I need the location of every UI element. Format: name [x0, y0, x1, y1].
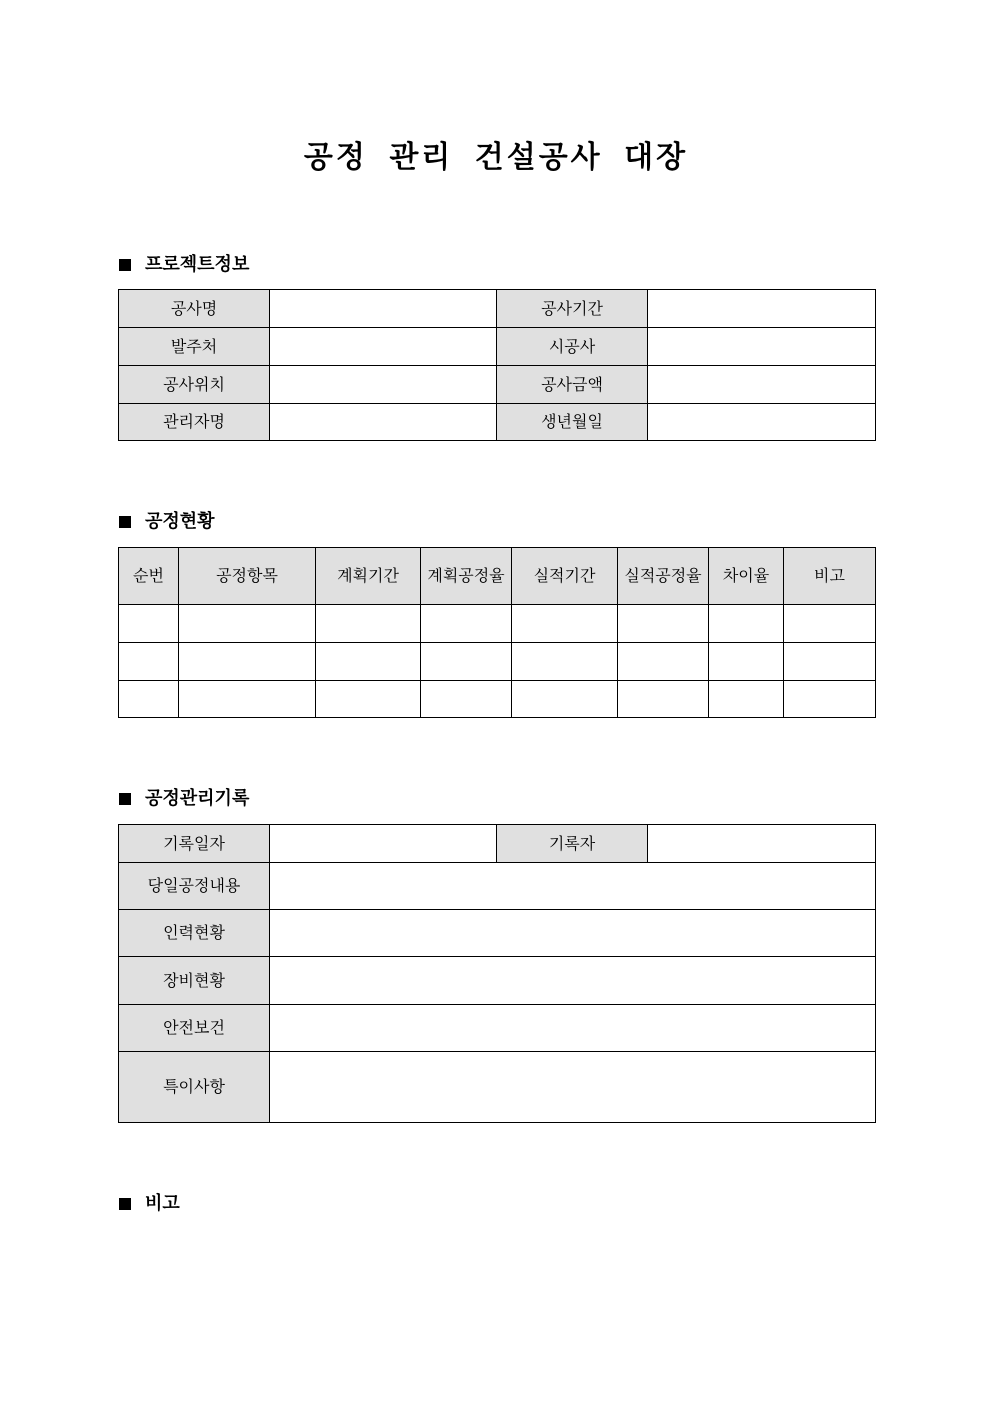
header-planned-rate: 계획공정율: [421, 548, 512, 605]
table-row: [119, 863, 876, 910]
header-difference-rate: 차이율: [709, 548, 784, 605]
header-actual-period: 실적기간: [512, 548, 618, 605]
label-contractor: 시공사: [497, 328, 648, 366]
cell-planned-rate[interactable]: [421, 643, 512, 681]
header-process-item: 공정항목: [179, 548, 316, 605]
label-manager: 관리자명: [119, 404, 270, 441]
field-daily-work[interactable]: [270, 863, 876, 910]
section-heading-label: 공정관리기록: [145, 788, 250, 809]
cell-planned-period[interactable]: [316, 681, 421, 718]
field-manager[interactable]: [270, 404, 497, 441]
label-manpower: 인력현황: [119, 910, 270, 957]
field-amount[interactable]: [648, 366, 876, 404]
label-amount: 공사금액: [497, 366, 648, 404]
cell-actual-period[interactable]: [512, 605, 618, 643]
cell-process-item[interactable]: [179, 643, 316, 681]
cell-process-item[interactable]: [179, 605, 316, 643]
square-bullet-icon: [119, 516, 131, 528]
field-safety-health[interactable]: [270, 1005, 876, 1052]
field-birthdate[interactable]: [648, 404, 876, 441]
management-record-table: [118, 824, 876, 1123]
square-bullet-icon: [119, 1198, 131, 1210]
table-row: [119, 328, 876, 366]
cell-difference-rate[interactable]: [709, 643, 784, 681]
cell-remarks[interactable]: [784, 605, 876, 643]
label-special-notes: 특이사항: [119, 1052, 270, 1123]
cell-planned-rate[interactable]: [421, 605, 512, 643]
header-planned-period: 계획기간: [316, 548, 421, 605]
section-heading-remarks: [119, 1192, 180, 1216]
table-row: [119, 366, 876, 404]
table-row: [119, 404, 876, 441]
label-equipment: 장비현황: [119, 957, 270, 1005]
square-bullet-icon: [119, 259, 131, 271]
label-location: 공사위치: [119, 366, 270, 404]
section-heading-label: 프로젝트정보: [145, 254, 250, 275]
cell-actual-rate[interactable]: [618, 681, 709, 718]
cell-actual-period[interactable]: [512, 681, 618, 718]
cell-sequence[interactable]: [119, 681, 179, 718]
field-client[interactable]: [270, 328, 497, 366]
section-heading-management-record: [119, 787, 249, 811]
field-equipment[interactable]: [270, 957, 876, 1005]
field-record-date[interactable]: [270, 825, 497, 863]
field-contractor[interactable]: [648, 328, 876, 366]
field-special-notes[interactable]: [270, 1052, 876, 1123]
header-sequence: 순번: [119, 548, 179, 605]
cell-actual-rate[interactable]: [618, 643, 709, 681]
cell-actual-rate[interactable]: [618, 605, 709, 643]
table-row: [119, 825, 876, 863]
header-remarks: 비고: [784, 548, 876, 605]
table-row: [119, 910, 876, 957]
table-header-row: [119, 548, 876, 605]
cell-planned-period[interactable]: [316, 605, 421, 643]
field-construction-name[interactable]: [270, 290, 497, 328]
header-actual-rate: 실적공정율: [618, 548, 709, 605]
label-safety-health: 안전보건: [119, 1005, 270, 1052]
table-row: [119, 605, 876, 643]
cell-planned-period[interactable]: [316, 643, 421, 681]
field-construction-period[interactable]: [648, 290, 876, 328]
cell-remarks[interactable]: [784, 681, 876, 718]
label-record-date: 기록일자: [119, 825, 270, 863]
cell-difference-rate[interactable]: [709, 605, 784, 643]
section-heading-project-info: [119, 253, 249, 277]
label-recorder: 기록자: [497, 825, 648, 863]
field-recorder[interactable]: [648, 825, 876, 863]
table-row: [119, 290, 876, 328]
label-daily-work: 당일공정내용: [119, 863, 270, 910]
cell-process-item[interactable]: [179, 681, 316, 718]
progress-status-table: [118, 547, 876, 718]
section-heading-label: 공정현황: [145, 511, 215, 532]
table-row: [119, 1052, 876, 1123]
table-row: [119, 1005, 876, 1052]
field-manpower[interactable]: [270, 910, 876, 957]
label-birthdate: 생년월일: [497, 404, 648, 441]
cell-actual-period[interactable]: [512, 643, 618, 681]
section-heading-label: 비고: [145, 1193, 180, 1214]
page-title: 공정 관리 건설공사 대장: [303, 140, 689, 175]
label-construction-period: 공사기간: [497, 290, 648, 328]
cell-sequence[interactable]: [119, 605, 179, 643]
cell-sequence[interactable]: [119, 643, 179, 681]
label-construction-name: 공사명: [119, 290, 270, 328]
label-client: 발주처: [119, 328, 270, 366]
table-row: [119, 957, 876, 1005]
project-info-table: [118, 289, 876, 441]
cell-planned-rate[interactable]: [421, 681, 512, 718]
field-location[interactable]: [270, 366, 497, 404]
table-row: [119, 643, 876, 681]
section-heading-progress-status: [119, 510, 215, 534]
table-row: [119, 681, 876, 718]
square-bullet-icon: [119, 793, 131, 805]
cell-difference-rate[interactable]: [709, 681, 784, 718]
cell-remarks[interactable]: [784, 643, 876, 681]
